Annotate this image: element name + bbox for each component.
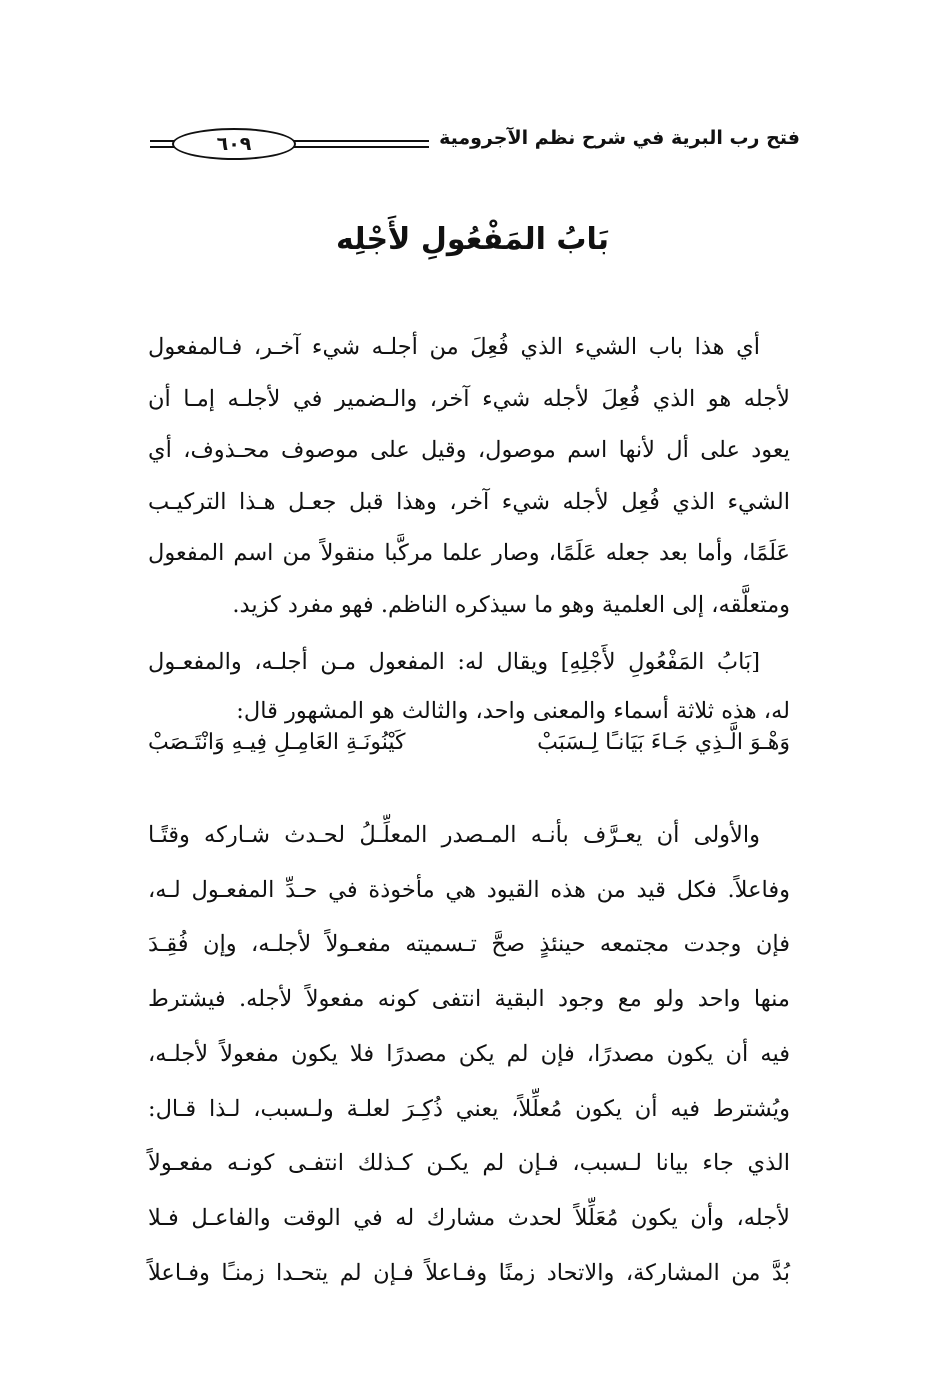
- verse-first-hemistich: وَهْـوَ الَّـذِي جَـاءَ بَيَانـًا لِـسَبَبْ: [537, 730, 790, 755]
- text-line: فيه أن يكون مصدرًا، فإن لم يكن مصدرًا فلا يكون مفعولاً لأجلـه،: [148, 1040, 790, 1067]
- text-line: ويُشترط فيه أن يكون مُعلِّلاً، يعني ذُكِـرَ لعلـة ولـسبب، لـذا قـال:: [148, 1095, 790, 1122]
- paragraph: [148, 322, 790, 631]
- text-line: عَلَمًا، وأما بعد جعله عَلَمًا، وصار علما مركَّبا منقولاً من اسم المفعول: [148, 540, 790, 566]
- text-line: ومتعلَّقه، إلى العلمية وهو ما سيذكره الناظم. فهو مفرد كزيد.: [232, 591, 790, 618]
- paragraph: [148, 808, 790, 1300]
- text-line: يعود على أل لأنها اسم موصول، وقيل على موصوف محـذوف، أي: [148, 437, 790, 463]
- text-line: منها واحد ولو مع وجود البقية انتفى كونه مفعولاً لأجله. فيشترط: [148, 986, 790, 1013]
- paragraph: [148, 638, 790, 736]
- text-line: بُدَّ من المشاركة، والاتحاد زمنًا وفـاعلاً فـإن لم يتحـدا زمنـًا وفـاعلاً: [148, 1259, 790, 1286]
- running-header: [150, 124, 800, 164]
- header-rule-left-upper: [150, 140, 174, 142]
- text-line: له، هذه ثلاثة أسماء والمعنى واحد، والثالث هو المشهور قال:: [236, 698, 790, 724]
- text-line: لأجله هو الذي فُعِلَ لأجله شيء آخر، والـضمير في لأجلـه إمـا أن: [148, 385, 790, 412]
- text-line: أي هذا باب الشيء الذي فُعِلَ من أجلـه شيء آخـر، فـالمفعول: [148, 334, 760, 360]
- book-title: فتح رب البرية في شرح نظم الآجرومية: [429, 127, 800, 149]
- text-line: وفاعلاً. فكل قيد من هذه القيود هي مأخوذة في حـدِّ المفعـول لـه،: [148, 876, 790, 903]
- page-number: ٦٠٩: [172, 128, 296, 160]
- text-line: فإن وجدت مجتمعه حينئذٍ صحَّ تـسميته مفعـولاً لأجلـه، وإن فُقِـدَ: [148, 931, 790, 958]
- chapter-title: بَابُ المَفْعُولِ لأَجْلِه: [336, 222, 609, 257]
- text-line: لأجله، وأن يكون مُعَلِّلاً لحدث مشارك له في الوقت والفاعـل فـلا: [148, 1204, 790, 1231]
- header-rule-left-lower: [150, 146, 174, 148]
- verse-second-hemistich: كَيْنُونَـةِ العَامِـلِ فِيـهِ وَانْتَـصَبْ: [148, 730, 406, 755]
- text-line: الشيء الذي فُعِل لأجله شيء آخر، وهذا قبل جعـل هـذا التركيـب: [148, 488, 790, 515]
- text-line: والأولى أن يعـرَّف بأنـه المـصدر المعلِّـلُ لحـدث شـاركه وقتًـا: [148, 822, 760, 848]
- poetry-verse: [148, 730, 790, 774]
- text-line: [بَابُ المَفْعُولِ لأَجْلِهِ] ويقال له: المفعول مـن أجلـه، والمفعـول: [148, 649, 760, 675]
- text-line: الذي جاء بيانا لـسبب، فـإن لم يكـن كـذلك انتفـى كونـه مفعـولاً: [148, 1150, 790, 1177]
